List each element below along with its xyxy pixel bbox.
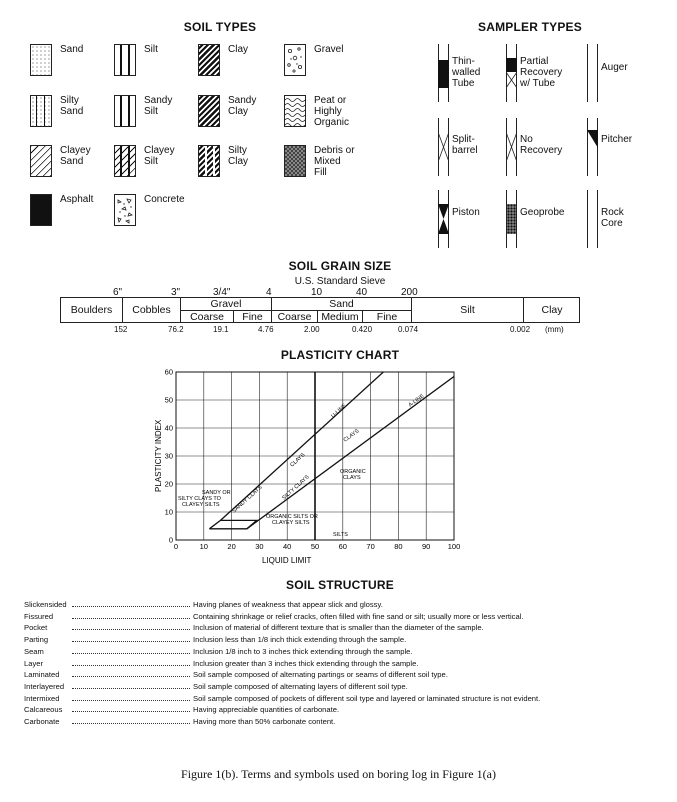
soil-structure-row [24, 634, 406, 645]
sampler-label: Piston [452, 207, 480, 218]
sieve-mark: 4 [266, 287, 272, 298]
leader-dots [72, 622, 190, 630]
structure-term: Slickensided [24, 600, 67, 609]
x-axis-label: LIQUID LIMIT [262, 556, 312, 565]
x-tick-label: 70 [366, 542, 375, 551]
asphalt-symbol [30, 194, 52, 226]
soil-label: Silty Clay [228, 145, 249, 167]
x-tick-label: 0 [173, 542, 179, 551]
sieve-mark: 6" [113, 287, 123, 298]
y-tick-label: 10 [164, 507, 173, 517]
sandy-clay-symbol [198, 95, 220, 127]
peat-symbol [284, 95, 306, 127]
clayey-sand-symbol [30, 145, 52, 177]
grain-silt: Silt [460, 304, 475, 316]
structure-term: Fissured [24, 611, 54, 621]
structure-term: Seam [24, 646, 44, 656]
soil-structure-row [24, 646, 413, 657]
soil-structure-row [24, 669, 448, 680]
piston-symbol [438, 190, 450, 248]
structure-term: Carbonate [24, 717, 60, 726]
sampler-label: Split- barrel [452, 134, 478, 156]
soil-structure-row [24, 681, 408, 692]
leader-dots [72, 669, 190, 677]
structure-term: Laminated [24, 670, 60, 680]
no-recovery-symbol [506, 118, 518, 176]
structure-term: Parting [24, 635, 49, 645]
soil-structure-row [24, 704, 339, 715]
rock-core-symbol [587, 190, 599, 248]
concrete-pattern-icon [115, 195, 135, 225]
x-tick-label: 80 [394, 542, 403, 551]
sandy-silt-symbol [114, 95, 136, 127]
silty-sand-symbol [30, 95, 52, 127]
mm-value: 0.420 [352, 325, 373, 334]
mm-value: 152 [114, 325, 128, 334]
mm-value: 0.074 [398, 325, 419, 334]
soil-structure-row [24, 599, 383, 610]
y-tick-label: 20 [164, 479, 173, 489]
soil-label: Silt [144, 44, 158, 55]
structure-definition: Soil sample composed of alternating layers of different soil type. [193, 681, 408, 691]
structure-term: Calcareous [24, 705, 63, 715]
sieve-mark: 200 [401, 287, 418, 298]
mm-value: 4.76 [258, 325, 274, 334]
annot-u-line: U-LINE [330, 402, 348, 420]
sampler-label: Thin- walled Tube [452, 56, 481, 89]
soil-label: Concrete [144, 194, 185, 205]
mm-value: 0.002 [510, 325, 531, 334]
grain-size-table [60, 297, 580, 323]
structure-definition: Inclusion greater than 3 inches thick extending through the sample. [193, 658, 419, 668]
annot-organic-silts: ORGANIC SILTS OR CLAYEY SILTS [266, 514, 318, 526]
soil-label: Sand [60, 44, 84, 55]
leader-dots [72, 658, 190, 666]
grain-boulders: Boulders [70, 304, 113, 316]
x-tick-label: 100 [447, 542, 461, 551]
leader-dots [72, 716, 190, 724]
sampler-label: Partial Recovery w/ Tube [520, 56, 563, 89]
leader-dots [72, 634, 190, 642]
gravel-pattern-icon [285, 45, 305, 75]
y-tick-label: 40 [164, 423, 173, 433]
soil-label: Silty Sand [60, 95, 84, 117]
grain-gravel: Gravel [210, 298, 242, 310]
x-tick-label: 40 [283, 542, 292, 551]
soil-label: Clay [228, 44, 249, 55]
annot-organic-clays: ORGANIC CLAYS [340, 469, 366, 481]
structure-term: Intermixed [24, 693, 60, 703]
structure-term: Interlayered [24, 681, 65, 691]
sampler-label: Rock Core [601, 207, 624, 229]
annot-sandy-clays: SANDY CLAYS [231, 484, 264, 515]
structure-definition: Having more than 50% carbonate content. [193, 717, 336, 726]
y-axis-label: PLASTICITY INDEX [154, 419, 163, 492]
structure-definition: Having planes of weakness that appear slick and glossy. [193, 600, 383, 609]
annot-silty-clays: SILTY CLAYS [281, 474, 311, 502]
x-tick-label: 20 [227, 542, 236, 551]
soil-structure-row [24, 622, 484, 633]
mm-value: 19.1 [213, 325, 229, 334]
chart-title: PLASTICITY CHART [280, 348, 400, 362]
sieve-mark: 40 [356, 287, 368, 298]
annot-clays-right: CLAYS [342, 428, 361, 444]
grain-gravel-fine: Fine [242, 311, 263, 323]
soil-label: Peat or Highly Organic [314, 95, 350, 128]
soil-label: Clayey Silt [144, 145, 175, 167]
soil-structure-row [24, 658, 418, 669]
soil-structure-title: SOIL STRUCTURE [286, 578, 394, 592]
sampler-label: Pitcher [601, 134, 633, 145]
partial-recovery-symbol [506, 44, 518, 102]
y-tick-label: 50 [164, 395, 173, 405]
thin-walled-tube-symbol [438, 44, 450, 102]
structure-definition: Soil sample composed of alternating partings or seams of different soil type. [193, 670, 448, 680]
mm-value: 76.2 [168, 325, 184, 334]
x-tick-label: 90 [422, 542, 431, 551]
sieve-title: U.S. Standard Sieve [294, 276, 386, 287]
plasticity-chart [140, 362, 480, 572]
annot-a-line: A-LINE [407, 393, 426, 409]
leader-dots [72, 681, 190, 689]
peat-pattern-icon [285, 96, 305, 126]
soil-structure-row [24, 611, 523, 622]
grain-sand-medium: Medium [321, 311, 359, 323]
clay-symbol [198, 44, 220, 76]
structure-term: Layer [24, 658, 43, 668]
split-barrel-symbol [438, 118, 450, 176]
structure-definition: Inclusion of material of different texture that is smaller than the diameter of the sample. [193, 623, 484, 633]
soil-structure-row [24, 716, 335, 727]
concrete-symbol [114, 194, 136, 226]
grain-cobbles: Cobbles [132, 304, 171, 316]
sampler-types-title: SAMPLER TYPES [478, 20, 582, 34]
mm-value: 2.00 [304, 325, 320, 334]
grain-size-title: SOIL GRAIN SIZE [288, 259, 392, 273]
structure-definition: Soil sample composed of pockets of different soil type and layered or laminated structure is not evident. [193, 693, 541, 703]
structure-definition: Inclusion 1/8 inch to 3 inches thick extending through the sample. [193, 646, 413, 656]
auger-symbol [587, 44, 599, 102]
leader-dots [72, 693, 190, 701]
soil-structure-row [24, 693, 540, 704]
annot-clays-left: CLAYS [289, 452, 307, 469]
soil-label: Sandy Clay [228, 95, 257, 117]
x-tick-label: 10 [199, 542, 208, 551]
soil-types-title: SOIL TYPES [183, 20, 257, 34]
structure-term: Pocket [24, 623, 48, 633]
sieve-mark: 3" [171, 287, 181, 298]
geoprobe-symbol [506, 190, 518, 248]
y-tick-label: 0 [168, 535, 173, 545]
structure-definition: Containing shrinkage or relief cracks, often filled with fine sand or silt; usually more or less vertical. [193, 611, 524, 621]
soil-label: Gravel [314, 44, 344, 55]
x-tick-label: 50 [310, 542, 320, 551]
mm-unit: (mm) [545, 325, 564, 334]
x-tick-label: 30 [255, 542, 264, 551]
x-tick-label: 60 [338, 542, 347, 551]
soil-label: Asphalt [60, 194, 94, 205]
annot-sandy-silty: SANDY OR SILTY CLAYS TO CLAYEY SILTS [178, 490, 231, 508]
soil-label: Clayey Sand [60, 145, 91, 167]
sampler-label: Geoprobe [520, 207, 565, 218]
debris-symbol [284, 145, 306, 177]
grain-sand-fine: Fine [376, 311, 398, 323]
pitcher-symbol [587, 118, 599, 176]
figure-caption: Figure 1(b). Terms and symbols used on boring log in Figure 1(a) [181, 767, 496, 781]
grain-gravel-coarse: Coarse [190, 311, 224, 323]
leader-dots [72, 599, 190, 607]
gravel-symbol [284, 44, 306, 76]
annot-silts: SILTS [333, 532, 348, 538]
silty-clay-symbol [198, 145, 220, 177]
grain-sand: Sand [329, 298, 354, 310]
leader-dots [72, 646, 190, 654]
structure-definition: Inclusion less than 1/8 inch thick extending through the sample. [193, 635, 407, 645]
sieve-mark: 3/4" [213, 287, 231, 298]
leader-dots [72, 704, 190, 712]
grain-clay: Clay [541, 304, 563, 316]
soil-label: Sandy Silt [144, 95, 173, 117]
sampler-label: No Recovery [520, 134, 563, 156]
y-tick-label: 60 [164, 367, 173, 377]
grain-sand-coarse: Coarse [277, 311, 312, 323]
sampler-label: Auger [601, 62, 628, 73]
structure-definition: Having appreciable quantities of carbonate. [193, 705, 340, 715]
sieve-mark: 10 [311, 287, 323, 298]
silt-symbol [114, 44, 136, 76]
y-tick-label: 30 [164, 451, 173, 461]
leader-dots [72, 611, 190, 619]
clayey-silt-symbol [114, 145, 136, 177]
sand-symbol [30, 44, 52, 76]
soil-label: Debris or Mixed Fill [314, 145, 355, 178]
